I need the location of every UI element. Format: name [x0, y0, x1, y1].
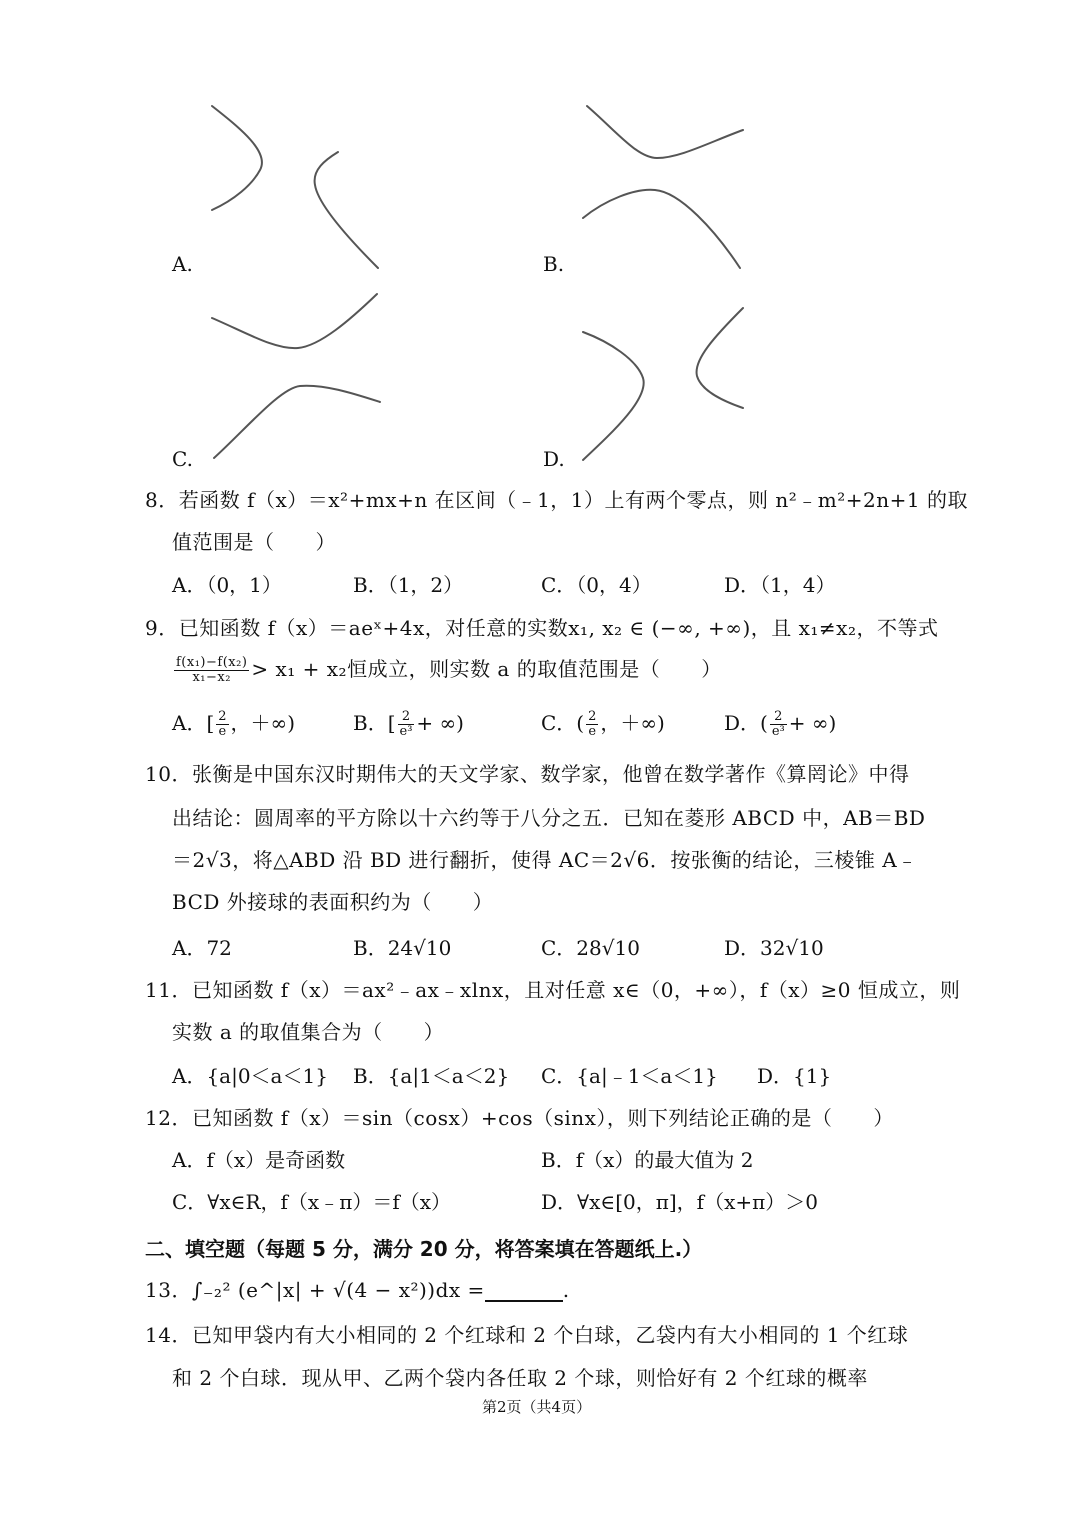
question-8-line-1: [145, 488, 968, 512]
q11-option-a: A．{a|0＜a＜1}: [172, 1064, 328, 1088]
page-footer: 第2页（共4页）: [482, 1398, 592, 1416]
q12-option-b: B．f（x）的最大值为 2: [541, 1148, 754, 1172]
figure-d-label: D.: [543, 447, 565, 471]
question-10-line-4: BCD 外接球的表面积约为（ ）: [172, 890, 494, 914]
question-12-line-1: [145, 1106, 894, 1130]
q9-option-d: D．( $\frac{2}{\text{e³}}$ + ∞): [724, 709, 837, 739]
question-11-line-2: 实数 a 的取值集合为（ ）: [172, 1020, 445, 1044]
q9-fraction: $\frac{\text{f(x₁)−f(x₂)}}{\text{x₁−x₂}}$: [176, 655, 248, 685]
figure-d-hyperbola: [575, 300, 755, 470]
q9-option-a: A．[ $\frac{2}{e}$ ，＋∞): [172, 709, 295, 739]
q11-option-b: B．{a|1＜a＜2}: [353, 1064, 510, 1088]
question-14-number: 14．: [145, 1323, 192, 1347]
q9-option-b: B．[ $\frac{2}{\text{e³}}$ + ∞): [353, 709, 464, 739]
figure-a-label: A.: [172, 252, 193, 276]
q9-option-c: C．( $\frac{2}{e}$ ，＋∞): [541, 709, 665, 739]
q10-option-d: D．32√10: [724, 936, 824, 960]
question-8-line-2: 值范围是（ ）: [172, 530, 336, 554]
question-9-number: 9．: [145, 616, 179, 640]
question-8-stem: 若函数 f（x）＝x²+mx+n 在区间（﹣1，1）上有两个零点，则 n²﹣m²+2n+1 的取: [178, 488, 968, 512]
question-12-number: 12．: [145, 1106, 192, 1130]
q10-option-b: B．24√10: [353, 936, 452, 960]
question-10-line-1: [145, 762, 909, 786]
q8-option-c: C．（0，4）: [541, 573, 652, 597]
question-14-line-2: 和 2 个白球．现从甲、乙两个袋内各任取 2 个球，则恰好有 2 个红球的概率: [172, 1366, 868, 1390]
q8-option-d: D．（1，4）: [724, 573, 836, 597]
figure-c-label: C.: [172, 447, 193, 471]
q12-option-a: A．f（x）是奇函数: [172, 1148, 346, 1172]
question-13-line-1: [145, 1278, 570, 1302]
q10-option-c: C．28√10: [541, 936, 640, 960]
q12-option-c: C．∀x∈R，f（x﹣π）＝f（x）: [172, 1190, 452, 1214]
question-8-number: 8．: [145, 488, 179, 512]
figure-c-hyperbola: [200, 290, 400, 465]
section-2-heading: 二、填空题（每题 5 分，满分 20 分，将答案填在答题纸上.）: [145, 1237, 703, 1261]
question-9-line-2: [172, 656, 722, 685]
question-10-line-3: ＝2√3，将△ABD 沿 BD 进行翻折，使得 AC＝2√6．按张衡的结论，三棱锥 A﹣: [172, 848, 918, 872]
q12-option-d: D．∀x∈[0，π]，f（x+π）＞0: [541, 1190, 818, 1214]
figure-b-label: B.: [543, 252, 565, 276]
question-9-line-1: [145, 616, 938, 640]
q11-option-d: D．{1}: [757, 1064, 832, 1088]
q8-option-a: A．（0，1）: [172, 573, 282, 597]
question-11-number: 11．: [145, 978, 192, 1002]
question-13-period: .: [562, 1278, 570, 1302]
question-14-line-1: [145, 1323, 908, 1347]
question-10-number: 10．: [145, 762, 192, 786]
question-11-line-1: [145, 978, 960, 1002]
question-10-line-2: 出结论：圆周率的平方除以十六约等于八分之五．已知在菱形 ABCD 中，AB＝BD: [172, 806, 926, 830]
question-10-stem: 张衡是中国东汉时期伟大的天文学家、数学家，他曾在数学著作《算罔论》中得: [191, 762, 910, 786]
q10-option-a: A．72: [172, 936, 232, 960]
figure-a-hyperbola: [200, 100, 400, 275]
question-11-stem: 已知函数 f（x）＝ax²﹣ax﹣xlnx，且对任意 x∈（0，+∞），f（x）≥0 恒成立，则: [191, 978, 961, 1002]
question-14-stem: 已知甲袋内有大小相同的 2 个红球和 2 个白球，乙袋内有大小相同的 1 个红球: [191, 1323, 909, 1347]
q8-option-b: B．（1，2）: [353, 573, 464, 597]
question-13-integral: ∫₋₂² (e^|x| + √(4 − x²))dx =: [191, 1278, 485, 1302]
figure-b-hyperbola: [575, 100, 755, 275]
q9-inequality-rest: > x₁ + x₂恒成立，则实数 a 的取值范围是（ ）: [251, 657, 722, 681]
question-13-number: 13．: [145, 1278, 192, 1302]
question-12-stem: 已知函数 f（x）＝sin（cosx）+cos（sinx），则下列结论正确的是（ ）: [191, 1106, 894, 1130]
q11-option-c: C．{a|﹣1＜a＜1}: [541, 1064, 718, 1088]
answer-blank[interactable]: [485, 1280, 563, 1302]
question-9-stem: 已知函数 f（x）＝aeˣ+4x，对任意的实数x₁, x₂ ∈ (−∞, +∞)，且 x₁≠x₂，不等式: [178, 616, 939, 640]
